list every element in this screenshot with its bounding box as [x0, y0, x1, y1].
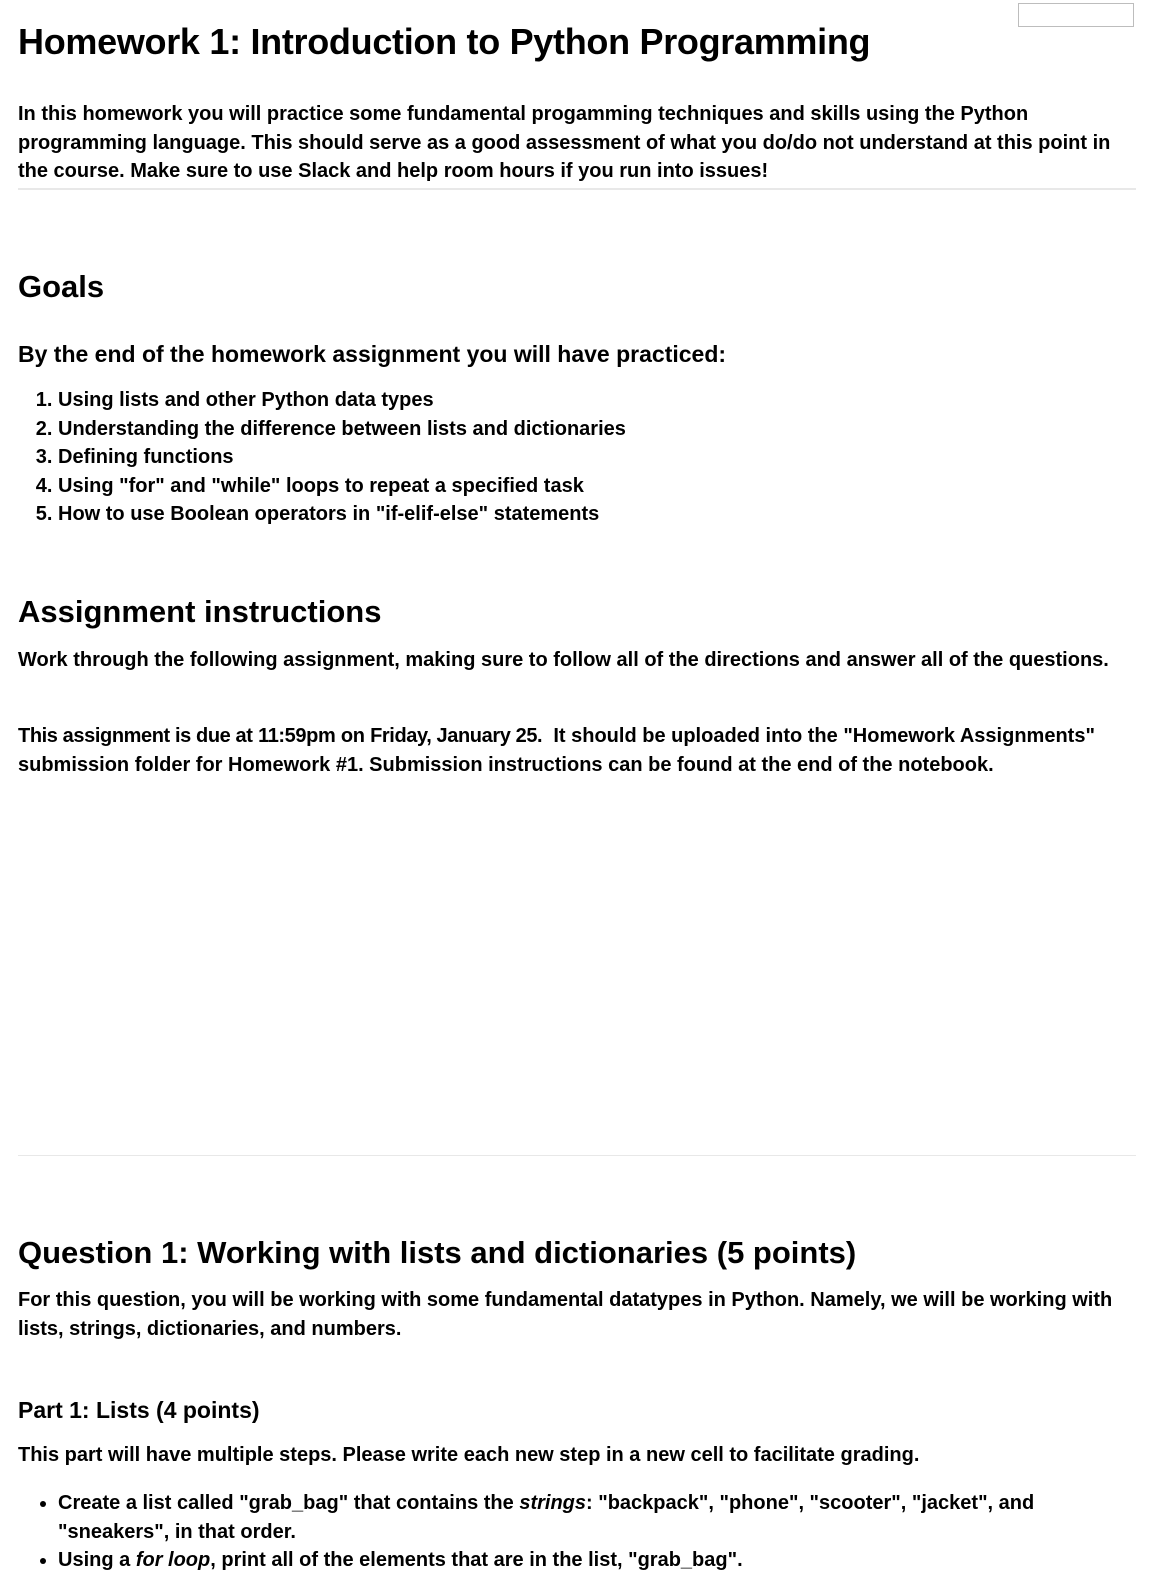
intro-paragraph: In this homework you will practice some fundamental progamming techniques and skills using the Python programming language. This should serve as a good assessment of what you do/do not understand at this point in the course. Make sure to use Slack and help room hours if you run into issues! — [18, 103, 1111, 182]
part1-steps-list — [18, 1489, 1136, 1575]
list-item: 2. Understanding the difference between lists and dictionaries — [58, 415, 626, 444]
step-emphasis: strings — [519, 1492, 587, 1514]
list-item: 4. Using "for" and "while" loops to repeat a specified task — [58, 472, 626, 501]
list-item — [58, 1546, 1136, 1575]
divider — [18, 1155, 1136, 1156]
instructions-body: Work through the following assignment, making sure to follow all of the directions and answer all of the questions. — [18, 649, 1109, 671]
step-text: , print all of the elements that are in the list, "grab_bag". — [210, 1549, 743, 1571]
list-item: 5. How to use Boolean operators in "if-elif-else" statements — [58, 500, 626, 529]
due-time: 11:59pm — [258, 725, 336, 747]
part1-heading: Part 1: Lists (4 points) — [18, 1397, 260, 1423]
due-rest: It should be uploaded into the "Homework Assignments" submission folder for Homework #1. Submission instructions can be found at the end of the notebook. — [18, 725, 1095, 776]
step-emphasis: for loop — [135, 1549, 211, 1571]
name-input-box[interactable] — [1018, 3, 1134, 27]
instructions-heading: Assignment instructions — [18, 594, 382, 629]
question1-body: For this question, you will be working with some fundamental datatypes in Python. Namely, we will be working with lists, strings, dictionaries, and numbers. — [18, 1289, 1113, 1340]
goals-list — [18, 386, 626, 529]
list-item — [58, 1489, 1136, 1546]
divider — [18, 188, 1136, 190]
page-title: Homework 1: Introduction to Python Programming — [18, 21, 871, 62]
step-text: Create a list called "grab_bag" that contains the — [58, 1492, 514, 1514]
step-text: : "backpack", "phone", "scooter", "jacket", and "sneakers", in that order. — [58, 1492, 1035, 1543]
due-on: on — [340, 725, 365, 747]
list-item: 3. Defining functions — [58, 443, 626, 472]
due-date: Friday, January 25. — [370, 725, 543, 747]
question1-heading: Question 1: Working with lists and dictionaries (5 points) — [18, 1235, 857, 1270]
goals-heading: Goals — [18, 269, 105, 304]
due-prefix: This assignment is due at — [18, 725, 253, 747]
step-text: Using a — [58, 1549, 131, 1571]
goals-subheading: By the end of the homework assignment you will have practiced: — [18, 341, 727, 367]
part1-body: This part will have multiple steps. Please write each new step in a new cell to facilitate grading. — [18, 1444, 920, 1466]
due-date-paragraph — [18, 722, 1136, 779]
list-item: 1. Using lists and other Python data types — [58, 386, 626, 415]
